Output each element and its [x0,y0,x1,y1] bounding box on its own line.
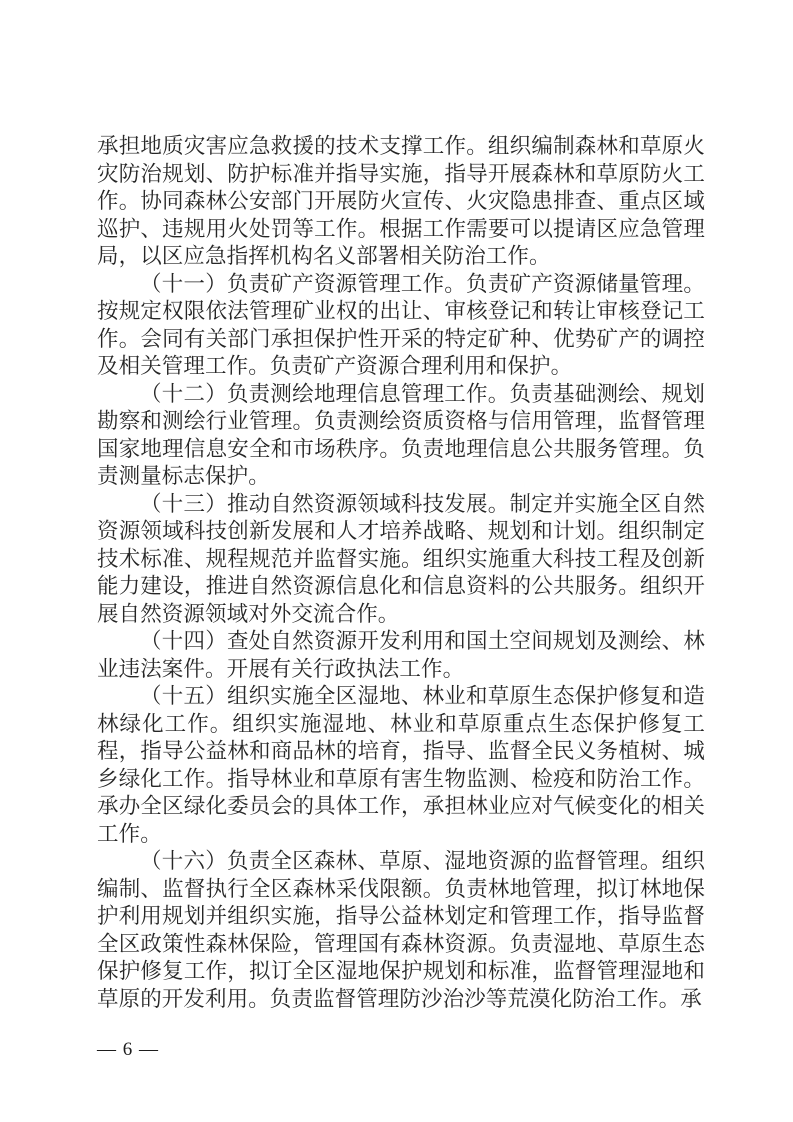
paragraph: （十五）组织实施全区湿地、林业和草原生态保护修复和造林绿化工作。组织实施湿地、林业和草原重点生态保护修复工程，指导公益林和商品林的培育，指导、监督全民义务植树、城乡绿化工作。指导林业和草原有害生物监测、检疫和防治工作。承办全区绿化委员会的具体工作，承担林业应对气候变化的相关工作。 [97,684,705,846]
page-number: — 6 — [97,1039,159,1060]
paragraph: （十三）推动自然资源领域科技发展。制定并实施全区自然资源领域科技创新发展和人才培养战略、规划和计划。组织制定技术标准、规程规范并监督实施。组织实施重大科技工程及创新能力建设，推进自然资源信息化和信息资料的公共服务。组织开展自然资源领域对外交流合作。 [97,491,705,626]
paragraph: 承担地质灾害应急救援的技术支撑工作。组织编制森林和草原火灾防治规划、防护标准并指导实施，指导开展森林和草原防火工作。协同森林公安部门开展防火宣传、火灾隐患排查、重点区域巡护、违规用火处罚等工作。根据工作需要可以提请区应急管理局，以区应急指挥机构名义部署相关防治工作。 [97,134,705,268]
paragraph: （十一）负责矿产资源管理工作。负责矿产资源储量管理。按规定权限依法管理矿业权的出让、审核登记和转让审核登记工作。会同有关部门承担保护性开采的特定矿种、优势矿产的调控及相关管理工作。负责矿产资源合理利用和保护。 [97,271,705,378]
paragraph: （十二）负责测绘地理信息管理工作。负责基础测绘、规划勘察和测绘行业管理。负责测绘资质资格与信用管理，监督管理国家地理信息安全和市场秩序。负责地理信息公共服务管理。负责测量标志保护。 [97,381,705,488]
paragraph: （十六）负责全区森林、草原、湿地资源的监督管理。组织编制、监督执行全区森林采伐限额。负责林地管理，拟订林地保护利用规划并组织实施，指导公益林划定和管理工作，指导监督全区政策性森林保险，管理国有森林资源。负责湿地、草原生态保护修复工作，拟订全区湿地保护规划和标准，监督管理湿地和草原的开发利用。负责监督管理防沙治沙等荒漠化防治工作。承 [97,849,705,1011]
document-body [97,133,705,1013]
paragraph: （十四）查处自然资源开发利用和国土空间规划及测绘、林业违法案件。开展有关行政执法工作。 [97,629,705,681]
